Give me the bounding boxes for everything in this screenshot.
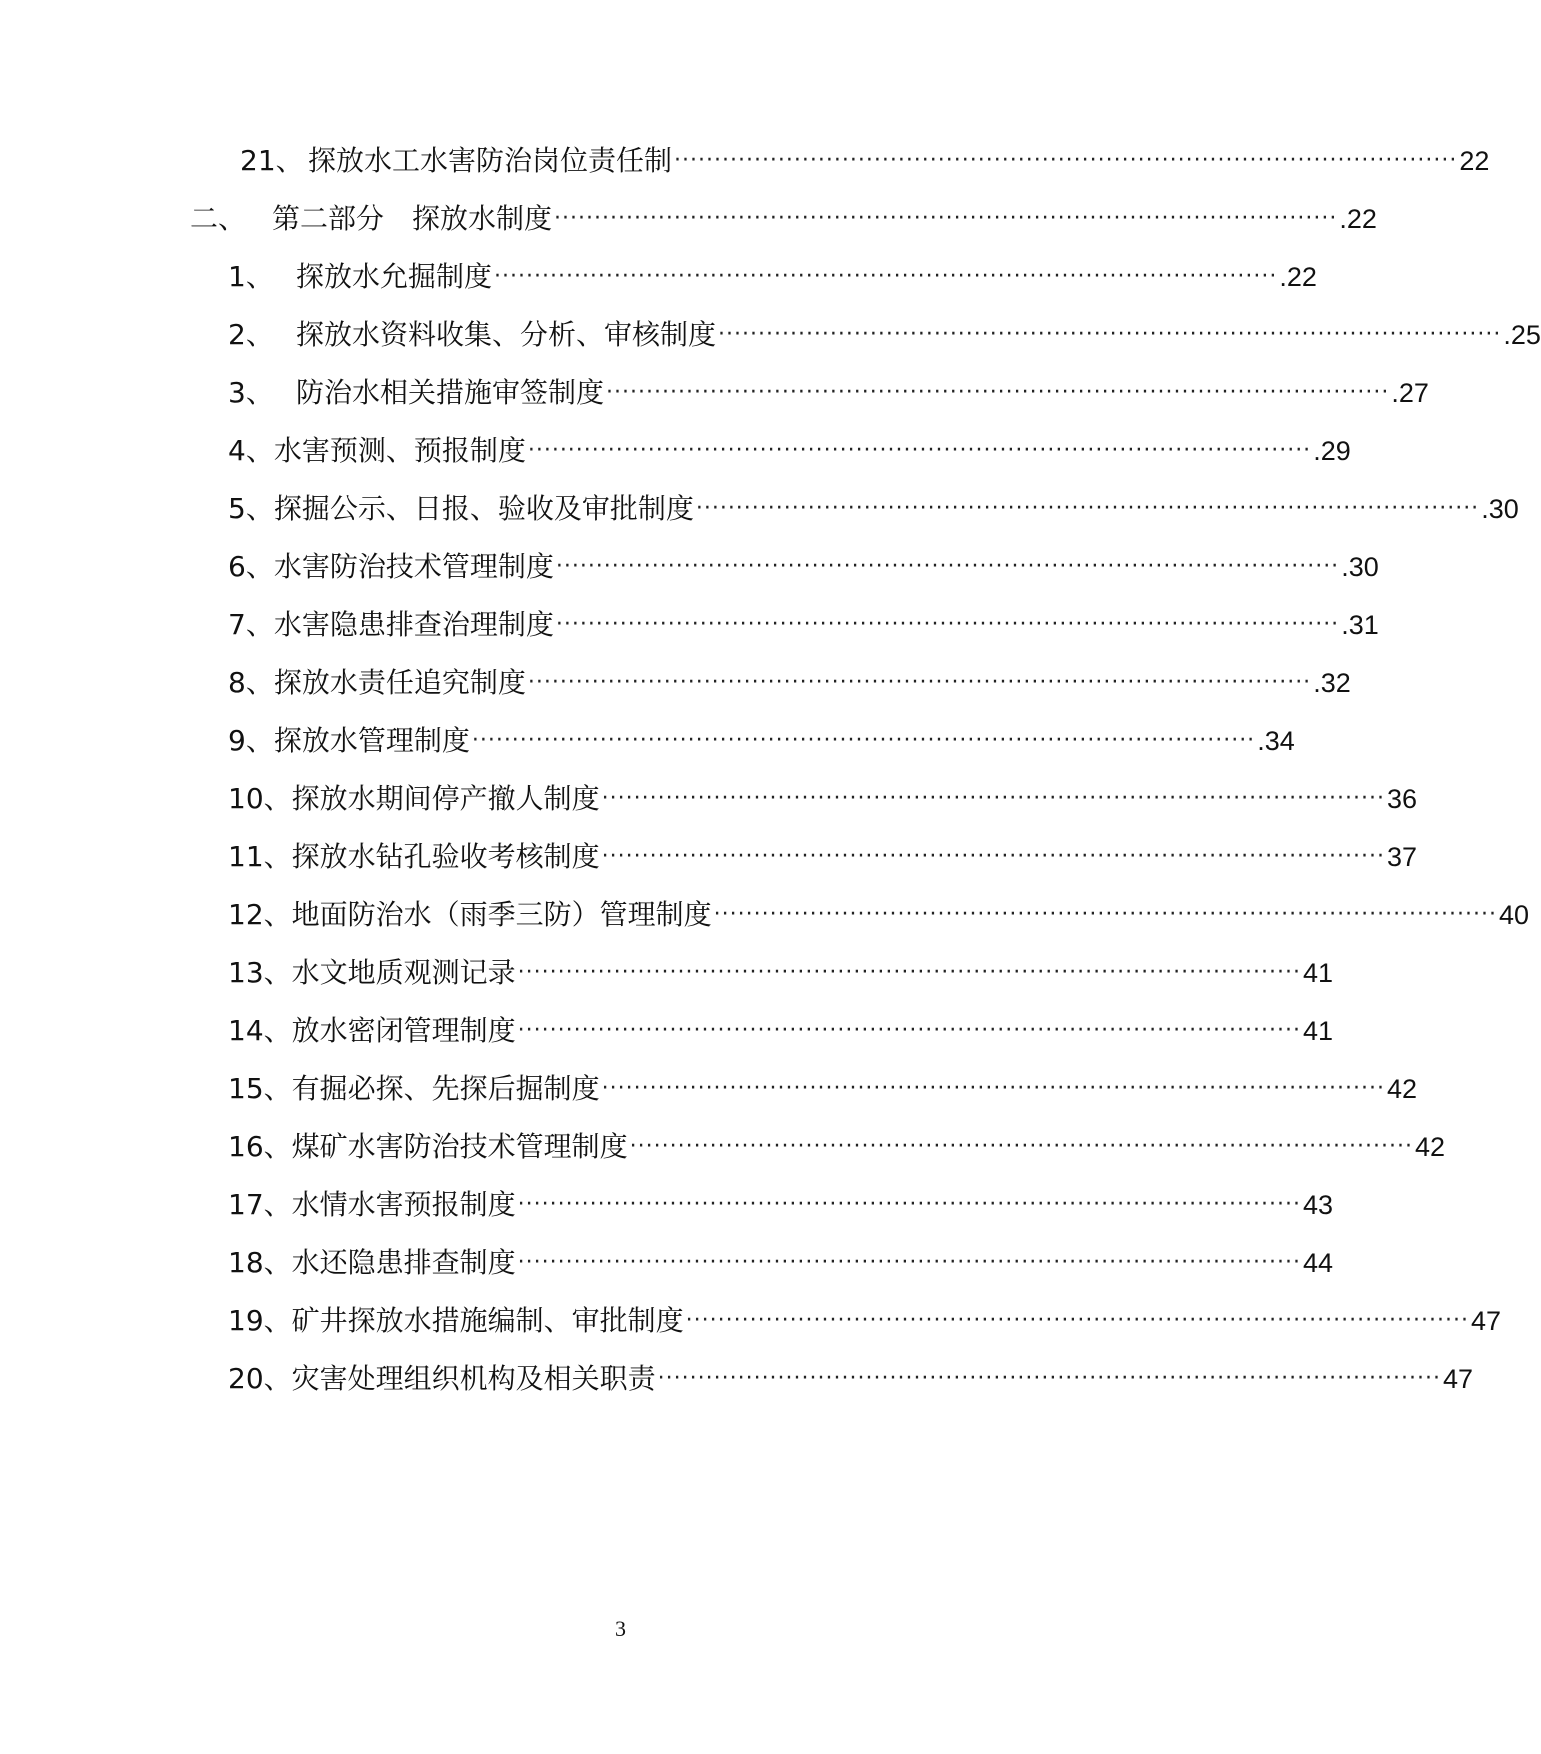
toc-entry-page: 42 xyxy=(1415,1132,1446,1162)
toc-entry-title: 水害隐患排查治理制度 xyxy=(273,608,554,641)
dot-leader: ·································································································· xyxy=(555,554,1340,579)
toc-entry-page: .27 xyxy=(1391,378,1429,408)
toc-entry-15[interactable] xyxy=(228,1069,1418,1109)
dot-leader: ·································································································· xyxy=(657,1366,1441,1391)
toc-entry-17[interactable] xyxy=(228,1185,1334,1225)
toc-entry-number: 2、 xyxy=(228,318,274,351)
toc-entry-title: 第二部分 探放水制度 xyxy=(272,202,553,235)
toc-entry-3[interactable] xyxy=(228,373,1429,413)
toc-entry-page: 43 xyxy=(1303,1190,1334,1220)
toc-entry-title: 探放水允掘制度 xyxy=(296,260,493,293)
page-number: 3 xyxy=(615,1616,626,1641)
toc-entry-11[interactable] xyxy=(228,837,1418,877)
toc-entry-page: .32 xyxy=(1313,668,1351,698)
toc-entry-number: 11、 xyxy=(228,840,292,873)
toc-entry-title: 矿井探放水措施编制、审批制度 xyxy=(291,1304,684,1337)
toc-entry-number: 17、 xyxy=(228,1188,292,1221)
dot-leader: ·································································································· xyxy=(517,1250,1301,1275)
toc-entry-number: 14、 xyxy=(228,1014,292,1047)
toc-entry-title: 探放水资料收集、分析、审核制度 xyxy=(296,318,717,351)
toc-entry-number: 8、 xyxy=(228,666,274,699)
toc-entry-page: 47 xyxy=(1443,1364,1474,1394)
dot-leader: ·································································································· xyxy=(606,380,1390,405)
toc-entry-page: .22 xyxy=(1339,204,1377,234)
toc-entry-page: 42 xyxy=(1387,1074,1418,1104)
toc-entry-page: .31 xyxy=(1341,610,1379,640)
toc-entry-12[interactable] xyxy=(228,895,1530,935)
dot-leader: ·································································································· xyxy=(471,728,1256,753)
toc-entry-8[interactable] xyxy=(228,663,1351,703)
toc-entry-number: 7、 xyxy=(228,608,274,641)
dot-leader: ·································································································· xyxy=(674,148,1458,173)
dot-leader: ·································································································· xyxy=(517,960,1301,985)
toc-entry-10[interactable] xyxy=(228,779,1418,819)
toc-entry-6[interactable] xyxy=(228,547,1379,587)
toc-entry-page: .25 xyxy=(1503,320,1541,350)
dot-leader: ·································································································· xyxy=(527,670,1312,695)
toc-entry-title: 地面防治水（雨季三防）管理制度 xyxy=(291,898,712,931)
toc-entry-number: 二、 xyxy=(190,202,247,235)
dot-leader: ·································································································· xyxy=(718,322,1502,347)
toc-entry-page: 36 xyxy=(1387,784,1418,814)
toc-entry-number: 6、 xyxy=(228,550,274,583)
toc-entry-19[interactable] xyxy=(228,1301,1502,1341)
toc-entry-13[interactable] xyxy=(228,953,1334,993)
toc-entry-title: 水文地质观测记录 xyxy=(291,956,516,989)
toc-entry-title: 水害防治技术管理制度 xyxy=(273,550,554,583)
toc-entry-page: .34 xyxy=(1257,726,1295,756)
dot-leader: ·································································································· xyxy=(629,1134,1413,1159)
toc-entry-number: 16、 xyxy=(228,1130,292,1163)
toc-entry-number: 19、 xyxy=(228,1304,292,1337)
dot-leader: ·································································································· xyxy=(601,1076,1385,1101)
toc-entry-title: 探放水钻孔验收考核制度 xyxy=(291,840,600,873)
dot-leader: ·································································································· xyxy=(555,612,1340,637)
toc-entry-page: .29 xyxy=(1313,436,1351,466)
toc-entry-number: 3、 xyxy=(228,376,274,409)
dot-leader: ·································································································· xyxy=(695,496,1480,521)
toc-entry-title: 灾害处理组织机构及相关职责 xyxy=(291,1362,656,1395)
toc-entry-title: 探放水期间停产撤人制度 xyxy=(291,782,600,815)
dot-leader: ·································································································· xyxy=(713,902,1497,927)
toc-entry-title: 探掘公示、日报、验收及审批制度 xyxy=(273,492,694,525)
toc-entry-title: 水还隐患排查制度 xyxy=(291,1246,516,1279)
toc-entry-page: .30 xyxy=(1481,494,1519,524)
toc-entry-page: 41 xyxy=(1303,1016,1334,1046)
toc-entry-number: 9、 xyxy=(228,724,274,757)
toc-entry-page: 44 xyxy=(1303,1248,1334,1278)
toc-entry-page: 22 xyxy=(1459,146,1490,176)
dot-leader: ·································································································· xyxy=(527,438,1312,463)
toc-entry-7[interactable] xyxy=(228,605,1379,645)
toc-entry-20[interactable] xyxy=(228,1359,1474,1399)
dot-leader: ·································································································· xyxy=(517,1192,1301,1217)
toc-entry-title: 煤矿水害防治技术管理制度 xyxy=(291,1130,628,1163)
toc-entry-number: 18、 xyxy=(228,1246,292,1279)
toc-entry-number: 20、 xyxy=(228,1362,292,1395)
toc-entry-title: 探放水责任追究制度 xyxy=(273,666,526,699)
toc-entry-page: 41 xyxy=(1303,958,1334,988)
toc-entry-5[interactable] xyxy=(228,489,1519,529)
toc-entry-number: 4、 xyxy=(228,434,274,467)
toc-entry-part-2[interactable] xyxy=(190,199,1377,239)
toc-entry-page: .22 xyxy=(1279,262,1317,292)
toc-entry-title: 防治水相关措施审签制度 xyxy=(296,376,605,409)
toc-entry-number: 1、 xyxy=(228,260,274,293)
dot-leader: ·································································································· xyxy=(601,786,1385,811)
dot-leader: ·································································································· xyxy=(494,264,1278,289)
toc-entry-number: 12、 xyxy=(228,898,292,931)
toc-entry-title: 水害预测、预报制度 xyxy=(273,434,526,467)
toc-entry-title: 探放水工水害防治岗位责任制 xyxy=(308,144,673,177)
toc-entry-number: 13、 xyxy=(228,956,292,989)
toc-entry-page: .30 xyxy=(1341,552,1379,582)
dot-leader: ·································································································· xyxy=(601,844,1385,869)
toc-entry-number: 10、 xyxy=(228,782,292,815)
toc-entry-title: 放水密闭管理制度 xyxy=(291,1014,516,1047)
toc-entry-2[interactable] xyxy=(228,315,1541,355)
toc-entry-18[interactable] xyxy=(228,1243,1334,1283)
toc-entry-number: 15、 xyxy=(228,1072,292,1105)
toc-entry-14[interactable] xyxy=(228,1011,1334,1051)
toc-entry-title: 水情水害预报制度 xyxy=(291,1188,516,1221)
toc-entry-21[interactable] xyxy=(240,141,1490,181)
toc-entry-number: 5、 xyxy=(228,492,274,525)
toc-entry-page: 37 xyxy=(1387,842,1418,872)
toc-entry-title: 探放水管理制度 xyxy=(273,724,470,757)
dot-leader: ·································································································· xyxy=(554,206,1338,231)
dot-leader: ·································································································· xyxy=(685,1308,1469,1333)
toc-entry-page: 40 xyxy=(1499,900,1530,930)
toc-entry-9[interactable] xyxy=(228,721,1295,761)
toc-entry-title: 有掘必探、先探后掘制度 xyxy=(291,1072,600,1105)
toc-entry-4[interactable] xyxy=(228,431,1351,471)
toc-entry-number: 21、 xyxy=(240,144,304,177)
toc-entry-16[interactable] xyxy=(228,1127,1446,1167)
dot-leader: ·································································································· xyxy=(517,1018,1301,1043)
toc-entry-1[interactable] xyxy=(228,257,1317,297)
toc-entry-page: 47 xyxy=(1471,1306,1502,1336)
